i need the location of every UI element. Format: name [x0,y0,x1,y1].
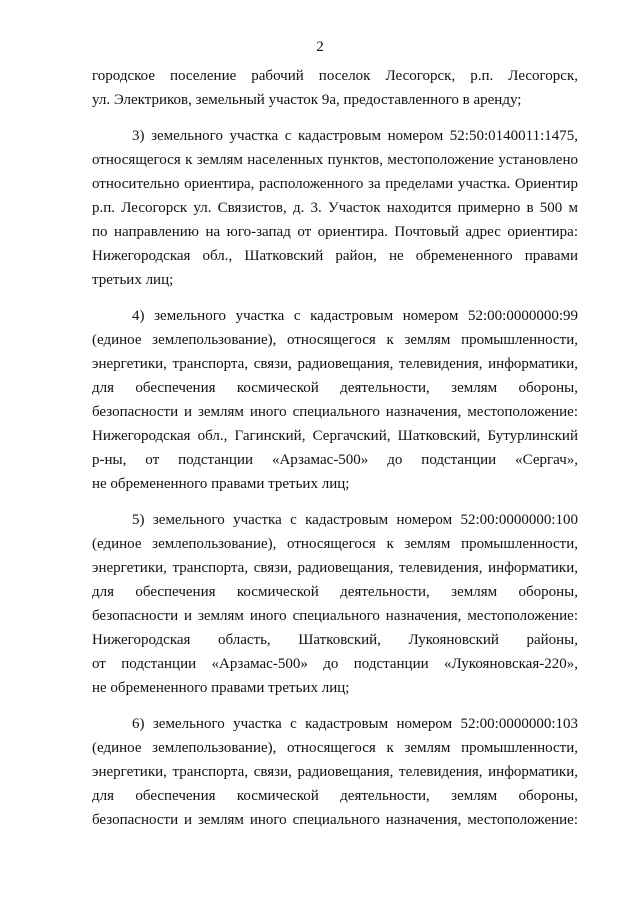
text-line: безопасности и землям иного специального назначения, местоположение: [92,608,578,624]
paragraph [92,304,578,496]
text-line: для обеспечения космической деятельности, землям обороны, [92,380,578,396]
text-line: 3) земельного участка с кадастровым номером 52:50:0140011:1475, [132,128,578,144]
paragraph-gap [92,112,578,124]
text-line: энергетики, транспорта, связи, радиовещания, телевидения, информатики, [92,560,578,576]
text-line: ул. Электриков, земельный участок 9а, предоставленного в аренду; [92,92,522,108]
text-line: относящегося к землям населенных пунктов, местоположение установлено [92,152,578,168]
text-line: не обремененного правами третьих лиц; [92,476,350,492]
text-line: для обеспечения космической деятельности, землям обороны, [92,584,578,600]
paragraph-gap [92,292,578,304]
text-line: безопасности и землям иного специального назначения, местоположение: [92,404,578,420]
text-line: не обремененного правами третьих лиц; [92,680,350,696]
document-body [92,64,578,832]
text-line: городское поселение рабочий поселок Лесогорск, р.п. Лесогорск, [92,68,578,84]
paragraph-gap [92,496,578,508]
text-line: безопасности и землям иного специального назначения, местоположение: [92,812,578,828]
text-line: относительно ориентира, расположенного за пределами участка. Ориентир [92,176,578,192]
text-line: (единое землепользование), относящегося к землям промышленности, [92,740,578,756]
paragraph [92,64,578,112]
paragraph [92,124,578,292]
page-number: 2 [316,39,324,55]
text-line: (единое землепользование), относящегося к землям промышленности, [92,536,578,552]
text-line: третьих лиц; [92,272,174,288]
text-line: 4) земельного участка с кадастровым номером 52:00:0000000:99 [132,308,578,324]
text-line: от подстанции «Арзамас-500» до подстанции «Лукояновская-220», [92,656,578,672]
text-line: Нижегородская обл., Шатковский район, не обремененного правами [92,248,578,264]
text-line: по направлению на юго-запад от ориентира. Почтовый адрес ориентира: [92,224,578,240]
text-line: (единое землепользование), относящегося к землям промышленности, [92,332,578,348]
text-line: Нижегородская область, Шатковский, Лукояновский районы, [92,632,578,648]
text-line: 6) земельного участка с кадастровым номером 52:00:0000000:103 [132,716,578,732]
text-line: энергетики, транспорта, связи, радиовещания, телевидения, информатики, [92,356,578,372]
text-line: для обеспечения космической деятельности, землям обороны, [92,788,578,804]
text-line: 5) земельного участка с кадастровым номером 52:00:0000000:100 [132,512,578,528]
paragraph-gap [92,700,578,712]
text-line: р-ны, от подстанции «Арзамас-500» до подстанции «Сергач», [92,452,578,468]
text-line: Нижегородская обл., Гагинский, Сергачский, Шатковский, Бутурлинский [92,428,578,444]
text-line: энергетики, транспорта, связи, радиовещания, телевидения, информатики, [92,764,578,780]
paragraph [92,712,578,832]
text-line: р.п. Лесогорск ул. Связистов, д. 3. Участок находится примерно в 500 м [92,200,578,216]
paragraph [92,508,578,700]
